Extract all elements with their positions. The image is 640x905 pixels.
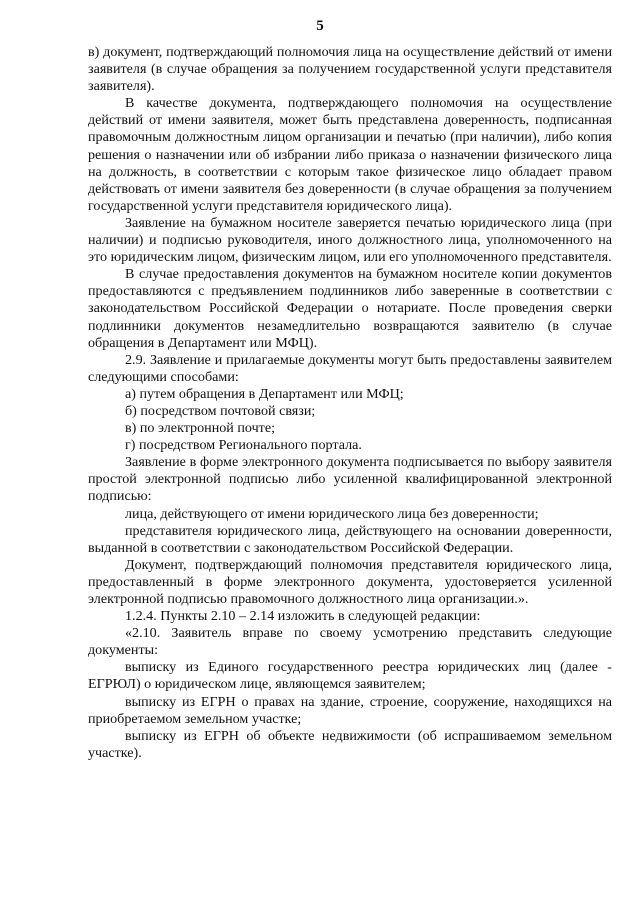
paragraph-signer-representative: представителя юридического лица, действующего на основании доверенности, выданной в соответствии с законодательством Российской Федерации. [88,522,612,556]
document-body [88,44,612,762]
list-item-egrn-rights: выписку из ЕГРН о правах на здание, строение, сооружение, находящихся на приобретаемом земельном участке; [88,693,612,727]
paragraph-power-of-attorney: В качестве документа, подтверждающего полномочия на осуществление действий от имени заявителя, может быть представлена доверенность, подписанная правомочным должностным лицом организации и печатью (при наличии), либо копия решения о назначении или об избрании либо приказа о назначении физического лица на должность, в соответствии с которым такое физическое лицо обладает правом действовать от имени заявителя без доверенности (в случае обращения за получением государственной услуги представителя юридического лица). [88,95,612,214]
list-item-egrn-object: выписку из ЕГРН об объекте недвижимости (об испрашиваемом земельном участке). [88,727,612,761]
paragraph-2-9: 2.9. Заявление и прилагаемые документы могут быть предоставлены заявителем следующими способами: [88,351,612,385]
paragraph-2-10: «2.10. Заявитель вправе по своему усмотрению представить следующие документы: [88,625,612,659]
list-item-egrul: выписку из Единого государственного реестра юридических лиц (далее - ЕГРЮЛ) о юридическом лице, являющемся заявителем; [88,659,612,693]
paragraph-electronic-signature: Заявление в форме электронного документа подписывается по выбору заявителя простой электронной подписью либо усиленной квалифицированной электронной подписью: [88,454,612,505]
paragraph-paper-copies: В случае предоставления документов на бумажном носителе копии документов предоставляются с предъявлением подлинников либо заверенные в соответствии с законодательством Российской Федерации о нотариате. После проведения сверки подлинники документов незамедлительно возвращаются заявителю (в случае обращения в Департамент или МФЦ). [88,266,612,351]
paragraph-signer-without-poa: лица, действующего от имени юридического лица без доверенности; [125,505,539,522]
list-item-a: а) путем обращения в Департамент или МФЦ; [125,385,404,402]
list-item-b: б) посредством почтовой связи; [125,402,316,419]
page-number: 5 [316,18,324,34]
paragraph-item-v: в) документ, подтверждающий полномочия лица на осуществление действий от имени заявителя (в случае обращения за получением государственной услуги представителя заявителя). [88,44,612,95]
paragraph-electronic-authority: Документ, подтверждающий полномочия представителя юридического лица, предоставленный в форме электронного документа, удостоверяется усиленной электронной подписью правомочного должностного лица организации.». [88,556,612,607]
list-item-g: г) посредством Регионального портала. [125,437,362,454]
paragraph-paper-seal: Заявление на бумажном носителе заверяется печатью юридического лица (при наличии) и подписью руководителя, иного должностного лица, уполномоченного на это юридическим лицом, физическим лицом, или его уполномоченного представителя. [88,214,612,266]
list-item-v: в) по электронной почте; [125,420,275,437]
paragraph-1-2-4: 1.2.4. Пункты 2.10 – 2.14 изложить в следующей редакции: [125,608,481,625]
